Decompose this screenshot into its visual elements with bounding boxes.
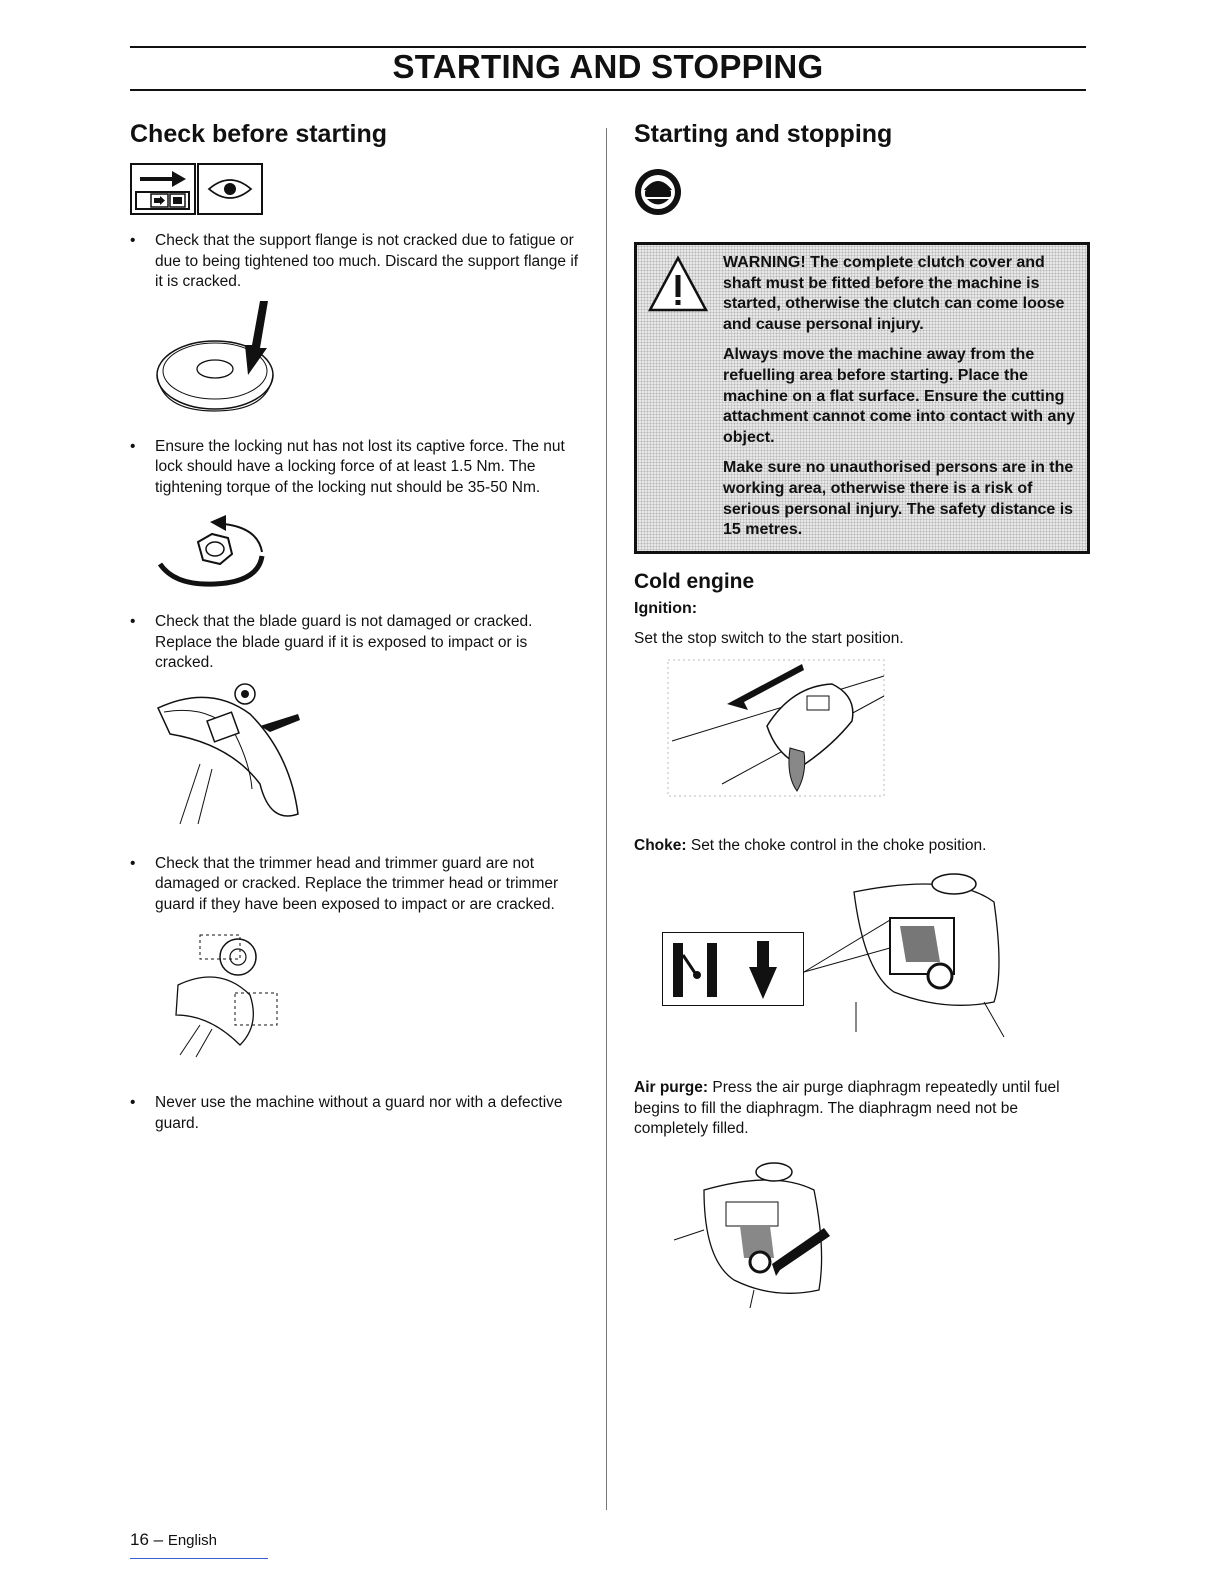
choke-engine-drawing: [794, 862, 1094, 1042]
blade-guard-figure: [140, 674, 400, 834]
section-heading-check: Check before starting: [130, 120, 388, 148]
footer-language: English: [167, 1532, 218, 1549]
footer-underline: [130, 1558, 268, 1559]
page-footer: [130, 1530, 217, 1550]
protective-equipment-icon: [634, 168, 682, 216]
check-icons: [130, 163, 585, 231]
eye-inspect-icon: [197, 163, 263, 215]
warning-triangle-icon: [647, 255, 709, 313]
page-title: STARTING AND STOPPING: [392, 48, 824, 85]
bullet-never-without-guard: • Never use the machine without a guard nor with a defective guard.: [130, 1094, 563, 1132]
air-purge-label: Air purge:: [634, 1079, 709, 1096]
ignition-label: Ignition:: [634, 600, 698, 617]
trimmer-head-figure: [140, 925, 400, 1065]
left-column: [130, 116, 585, 1134]
support-flange-figure: [140, 293, 400, 433]
warning-paragraph-distance: Make sure no unauthorised persons are in the working area, otherwise there is a risk of serious personal injury. The safety distance is 15 metres.: [723, 459, 1074, 539]
title-underline: [130, 89, 1086, 91]
stop-switch-figure: [662, 656, 922, 806]
choke-label: Choke:: [634, 836, 687, 854]
bullet-support-flange: • Check that the support flange is not cracked due to fatigue or due to being tightened too much. Discard the support flange if it is cracked.: [130, 232, 579, 290]
warning-text: [723, 253, 1083, 551]
arrow-instruction-icon: [130, 163, 196, 215]
air-purge-paragraph: Air purge: Press the air purge diaphragm repeatedly until fuel begins to fill the diaphragm. The diaphragm need not be completely filled.: [634, 1079, 1060, 1137]
warning-box: [634, 242, 1090, 554]
page-number: 16 –: [130, 1530, 164, 1549]
choke-symbol-panel: [662, 932, 804, 1006]
bullet-blade-guard: • Check that the blade guard is not damaged or cracked. Replace the blade guard if it is exposed to impact or is cracked.: [130, 613, 533, 671]
warning-paragraph-clutch: WARNING! The complete clutch cover and shaft must be fitted before the machine is started, otherwise the clutch can come loose and cause personal injury.: [723, 254, 1065, 333]
warning-paragraph-refuelling: Always move the machine away from the refuelling area before starting. Place the machine on a flat surface. Ensure the cutting attachment cannot come into contact with any object.: [723, 346, 1076, 446]
locking-nut-figure: [140, 504, 400, 604]
air-purge-figure: [664, 1150, 864, 1310]
choke-paragraph: Choke: Set the choke control in the choke position.: [634, 836, 987, 854]
cold-engine-heading: Cold engine: [634, 570, 755, 593]
right-column: [634, 116, 1089, 1137]
column-divider: [606, 128, 607, 1510]
cold-engine-section: [634, 570, 1089, 1310]
section-heading-starting: Starting and stopping: [634, 120, 893, 148]
ignition-text: Set the stop switch to the start position.: [634, 630, 904, 647]
bullet-locking-nut: • Ensure the locking nut has not lost its captive force. The nut lock should have a locking force of at least 1.5 Nm. The tightening torque of the locking nut should be 35-50 Nm.: [130, 437, 565, 496]
choke-figure: [634, 862, 1089, 1042]
bullet-trimmer-head: • Check that the trimmer head and trimmer guard are not damaged or cracked. Replace the trimmer head or trimmer guard if they have been exposed to impact or are cracked.: [130, 854, 559, 913]
